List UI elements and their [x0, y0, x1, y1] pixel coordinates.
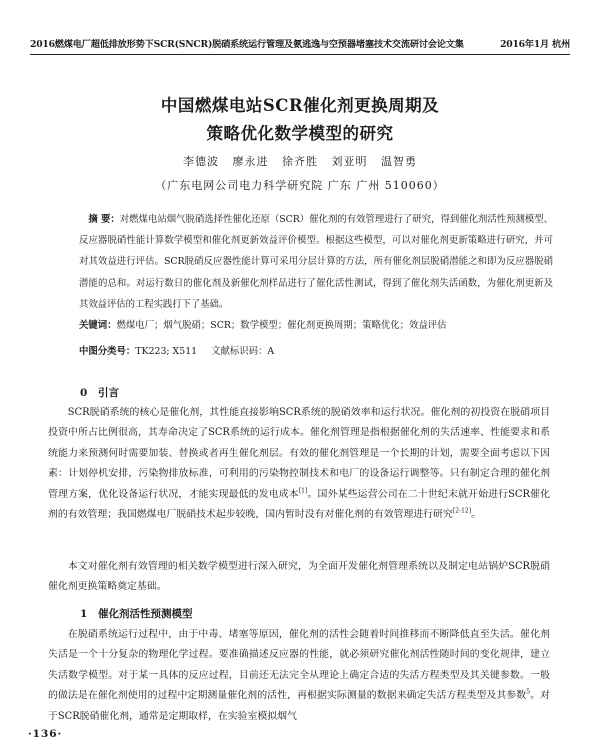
authors: 李德波 廖永进 徐齐胜 刘亚明 温智勇	[183, 155, 417, 168]
doc-code-label: 文献标识码：	[211, 346, 268, 357]
paragraph-introduction-2: 本文对催化剂有效管理的相关数学模型进行深入研究，为全面开发催化剂管理系统以及制定电站锅炉SCR脱硝催化剂更换策略奠定基础。	[48, 561, 550, 593]
keywords-text: 燃煤电厂；烟气脱硝；SCR；数学模型；催化剂更换周期；策略优化；效益评估	[116, 320, 447, 331]
paragraph-introduction-1: SCR脱硝系统的核心是催化剂，其性能直接影响SCR系统的脱硝效率和运行状况。催化剂的初投资在脱硝项目投资中所占比例很高，其寿命决定了SCR系统的运行成本。催化剂管理是指根据催化剂的失活速率、性能要求和系统能力来预测何时需要加装、替换或者再生催化剂层。有效的催化剂管理是一个长期的计划，需要全面考虑以下因素：计划停机安排，污染物排放标准，可利用的污染物控制技术和电厂的设备运行调整等。只有制定合理的催化剂管理方案，优化设备运行状况，才能实现最低的发电成本[1]。国外某些运营公司在二十世纪末就开始进行SCR催化剂的有效管理；我国燃煤电厂脱硝技术起步较晚，国内暂时没有对催化剂的有效管理进行研究[2-12]。	[48, 407, 550, 521]
header-date-location: 2016年1月 杭州	[500, 39, 570, 50]
doc-code: A	[267, 346, 275, 357]
section-heading-introduction	[80, 385, 119, 400]
classification	[79, 343, 553, 357]
section-heading-activity-model	[80, 606, 193, 621]
running-header	[30, 36, 570, 50]
citation: [1]	[298, 487, 308, 495]
section-number: 0	[80, 387, 88, 399]
citation: 5	[526, 688, 531, 696]
abstract	[79, 209, 553, 315]
paper-title-line-2: 策略优化数学模型的研究	[206, 124, 394, 143]
section-title: 催化剂活性预测模型	[98, 608, 193, 620]
affiliation: （广东电网公司电力科学研究院 广东 广州 510060）	[155, 179, 445, 192]
keywords	[79, 317, 553, 331]
clc-code: TK223; X511	[135, 346, 198, 357]
citation: [2-12]	[452, 507, 472, 515]
abstract-text: 对燃煤电站烟气脱硝选择性催化还原（SCR）催化剂的有效管理进行了研究，得到催化剂活性预测模型、反应器脱硝性能计算数学模型和催化剂更新效益评价模型。根据这些模型，可以对催化剂更新策略进行研究，并可对其效益进行评估。SCR脱硝反应器性能计算可采用分层计算的方法，所有催化剂层脱硝潜能之和即为反应器脱硝潜能的总和。对运行数日的催化剂及新催化剂样品进行了催化活性测试，得到了催化剂失活函数，为催化剂更新及其效益评估的工程实践打下了基础。	[79, 214, 553, 310]
header-proceedings-title: 2016燃煤电厂超低排放形势下SCR(SNCR)脱硝系统运行管理及氨逃逸与空预器堵塞技术交流研讨会论文集	[30, 39, 464, 50]
paragraph-activity-model: 在脱硝系统运行过程中，由于中毒、堵塞等原因，催化剂的活性会随着时间推移而不断降低直至失活。催化剂失活是一个十分复杂的物理化学过程。要准确描述反应器的性能，就必须研究催化剂活性随时间的变化规律，建立失活数学模型。对于某一具体的反应过程，目前还无法完全从理论上确定合适的失活方程类型及其关键参数。一般的做法是在催化剂使用的过程中定期测量催化剂的活性，再根据实际测量的数据来确定失活方程类型及其参数$^5$。对于SCR脱硝催化剂，通常是定期取样，在实验室模拟烟气	[48, 629, 550, 722]
section-number: 1	[80, 608, 88, 620]
page-number: ·136·	[28, 728, 63, 740]
paper-title-line-1: 中国燃煤电站SCR催化剂更换周期及	[160, 96, 440, 115]
section-title: 引言	[98, 387, 119, 399]
keywords-label: 关键词：	[79, 320, 117, 331]
clc-label: 中图分类号：	[79, 346, 136, 357]
abstract-label: 摘 要：	[88, 214, 120, 225]
header-rule	[30, 54, 570, 55]
